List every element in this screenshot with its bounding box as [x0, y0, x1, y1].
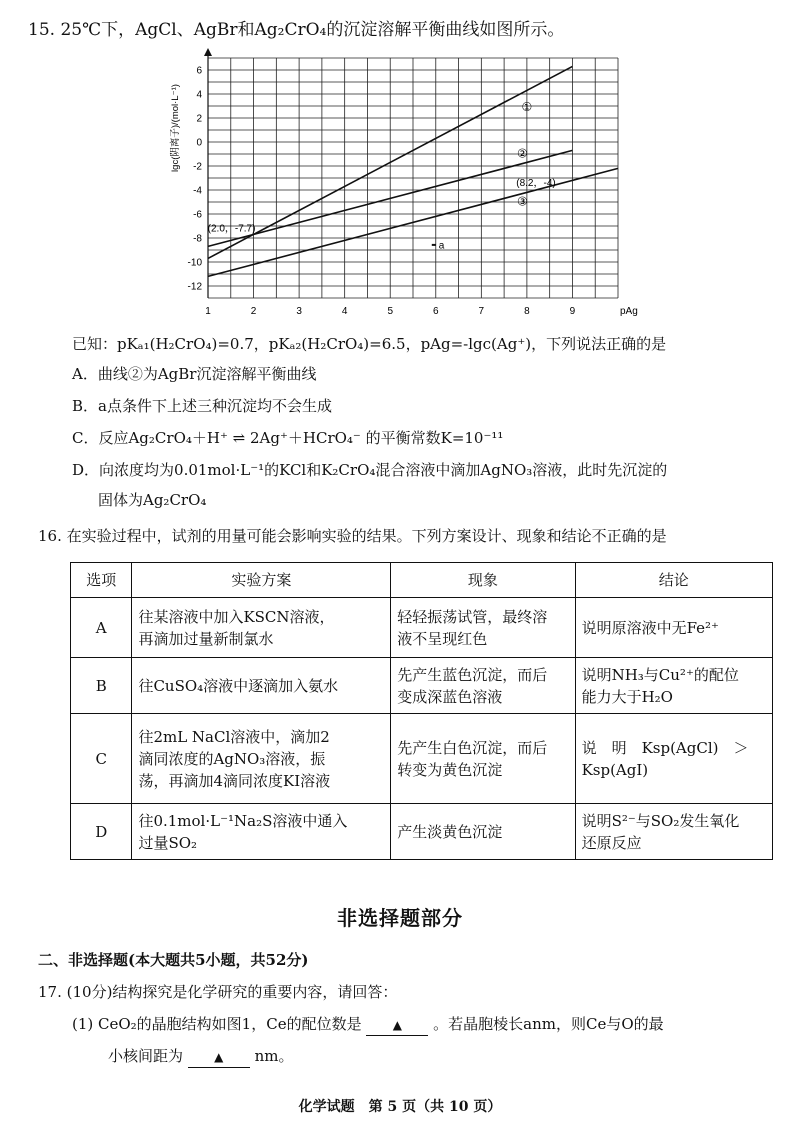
q16-cell-line: 液不呈现红色: [397, 629, 488, 648]
q16-cell-option: D: [71, 804, 132, 860]
y-tick-label: 2: [196, 113, 202, 125]
chart-svg: [160, 46, 640, 328]
q16-cell-line: Ksp(AgI): [581, 760, 649, 779]
q16-header-row: [71, 563, 773, 598]
y-tick-label: 4: [196, 89, 202, 101]
q15-option-a: A．曲线②为AgBr沉淀溶解平衡曲线: [72, 365, 317, 383]
point-label: (8.2，-4): [516, 178, 556, 189]
x-tick-label: 9: [569, 306, 576, 317]
curve-label: ①: [521, 99, 533, 114]
q15-option-c: C．反应Ag₂CrO₄＋H⁺ ⇌ 2Ag⁺＋HCrO₄⁻ 的平衡常数K=10⁻¹¹: [72, 429, 504, 447]
q16-cell-line: 往某溶液中加入KSCN溶液，: [138, 607, 335, 626]
q17-sub1-text-b: 。若晶胞棱长anm，则Ce与O的最: [433, 1015, 664, 1033]
y-tick-label: -4: [193, 185, 202, 197]
q16-stem-line: [38, 526, 667, 546]
q17-sub1-text-c: 小核间距为: [108, 1047, 184, 1065]
x-tick-label: 4: [341, 306, 348, 317]
y-tick-label: -6: [193, 209, 202, 221]
y-tick-label: -12: [187, 281, 202, 293]
q17-blank-2: ▲: [188, 1047, 250, 1068]
x-tick-label: 2: [250, 306, 257, 317]
q16-cell-conclusion: [575, 658, 772, 714]
q16-cell-line: 说明原溶液中无Fe²⁺: [581, 618, 719, 637]
q16-cell-line: 再滴加过量新制氯水: [138, 629, 274, 648]
q16-stem: 在实验过程中，试剂的用量可能会影响实验的结果。下列方案设计、现象和结论不正确的是: [66, 527, 667, 545]
q16-cell-option: B: [71, 658, 132, 714]
q16-cell-line: 往CuSO₄溶液中逐滴加入氨水: [138, 676, 339, 695]
q15-stem-line: [28, 20, 564, 40]
page-footer: 化学试题 第 5 页（共 10 页）: [298, 1099, 502, 1115]
y-tick-label: 0: [196, 137, 202, 149]
q16-cell-line: 往2mL NaCl溶液中，滴加2: [138, 727, 330, 746]
q16-cell-phenomenon: [391, 804, 575, 860]
q16-cell-line: 能力大于H₂O: [581, 687, 673, 706]
q15-option-b: B．a点条件下上述三种沉淀均不会生成: [72, 397, 332, 415]
q16-cell-option: A: [71, 598, 132, 658]
q17-sub1-line2: [108, 1046, 293, 1068]
q16-cell-line: 转变为黄色沉淀: [397, 760, 503, 779]
q17-blank-1: ▲: [366, 1015, 428, 1036]
q15-stem: 25℃下，AgCl、AgBr和Ag₂CrO₄的沉淀溶解平衡曲线如图所示。: [60, 20, 565, 40]
q16-cell-plan: [132, 804, 391, 860]
q16-cell-line: 先产生蓝色沉淀，而后: [397, 665, 548, 684]
q16-row-a: [71, 598, 773, 658]
q16-cell-line: 变成深蓝色溶液: [397, 687, 503, 706]
header-plan: 实验方案: [132, 563, 391, 598]
q15-chart: [160, 46, 640, 332]
q16-cell-line: 荡，再滴加4滴同浓度KI溶液: [138, 771, 331, 790]
q17-number: 17.: [38, 983, 62, 1001]
y-axis-arrow: [204, 48, 212, 56]
q16-cell-line: 往0.1mol·L⁻¹Na₂S溶液中通入: [138, 811, 348, 830]
header-phenomenon: 现象: [391, 563, 575, 598]
q16-number: 16.: [38, 527, 62, 545]
q16-cell-phenomenon: [391, 714, 575, 804]
q16-cell-line: 还原反应: [581, 833, 642, 852]
y-tick-label: -2: [193, 161, 202, 173]
q16-table: [70, 562, 773, 860]
q16-cell-conclusion: [575, 714, 772, 804]
curve-label: ③: [516, 194, 528, 209]
q16-cell-conclusion: [575, 598, 772, 658]
y-tick-label: -10: [187, 257, 202, 269]
q16-cell-plan: [132, 598, 391, 658]
header-conclusion: 结论: [575, 563, 772, 598]
q16-row-c: [71, 714, 773, 804]
q16-cell-line: 说明S²⁻与SO₂发生氧化: [581, 811, 740, 830]
q16-row-d: [71, 804, 773, 860]
q16-cell-plan: [132, 714, 391, 804]
q15-known: 已知：pKₐ₁(H₂CrO₄)=0.7，pKₐ₂(H₂CrO₄)=6.5，pAg=-lgc(Ag⁺)，下列说法正确的是: [72, 335, 667, 353]
q16-cell-option: C: [71, 714, 132, 804]
q16-cell-conclusion: [575, 804, 772, 860]
q16-cell-line: 先产生白色沉淀，而后: [397, 738, 548, 757]
section-part: 二、非选择题(本大题共5小题，共52分): [38, 951, 309, 969]
q16-table-body: [71, 598, 773, 860]
x-tick-label: 8: [524, 306, 530, 317]
q16-cell-phenomenon: [391, 598, 575, 658]
header-option: 选项: [71, 563, 132, 598]
q16-cell-line: 滴同浓度的AgNO₃溶液，振: [138, 749, 326, 768]
x-tick-label: 3: [296, 306, 302, 317]
q17-sub1-text-a: (1) CeO₂的晶胞结构如图1，Ce的配位数是: [72, 1015, 362, 1033]
y-tick-label: 6: [196, 65, 202, 77]
q17-stem: (10分)结构探究是化学研究的重要内容，请回答：: [66, 983, 398, 1001]
q16-cell-line: 说明NH₃与Cu²⁺的配位: [581, 665, 739, 684]
y-axis-label: lgc(阴离子)/(mol·L⁻¹): [170, 84, 181, 172]
q16-cell-line: 说 明 Ksp(AgCl) ＞: [581, 738, 749, 757]
point-label: (2.0，-7.7): [207, 223, 256, 235]
q16-cell-line: 轻轻振荡试管，最终溶: [397, 607, 548, 626]
section-title: 非选择题部分: [337, 906, 463, 930]
q16-cell-plan: [132, 658, 391, 714]
x-tick-label: 7: [478, 306, 485, 317]
q15-option-d-cont: 固体为Ag₂CrO₄: [98, 491, 207, 509]
x-axis-label: pAg: [620, 306, 638, 317]
q15-number: 15.: [28, 20, 56, 40]
point-label: a: [438, 240, 445, 252]
x-tick-label: 1: [205, 306, 211, 317]
curve-label: ②: [516, 146, 528, 161]
q17-sub1-line1: [72, 1014, 664, 1036]
y-tick-label: -8: [193, 233, 202, 245]
x-tick-label: 5: [387, 306, 394, 317]
q16-cell-line: 过量SO₂: [138, 833, 198, 852]
q17-sub1-text-d: nm。: [254, 1047, 294, 1065]
point-a-marker: [432, 244, 436, 246]
q16-cell-phenomenon: [391, 658, 575, 714]
q15-option-d: D．向浓度均为0.01mol·L⁻¹的KCl和K₂CrO₄混合溶液中滴加AgNO₃溶液，此时先沉淀的: [72, 461, 668, 479]
q16-row-b: [71, 658, 773, 714]
q17-stem-line: [38, 982, 397, 1002]
q16-cell-line: 产生淡黄色沉淀: [397, 822, 503, 841]
x-tick-label: 6: [432, 306, 439, 317]
